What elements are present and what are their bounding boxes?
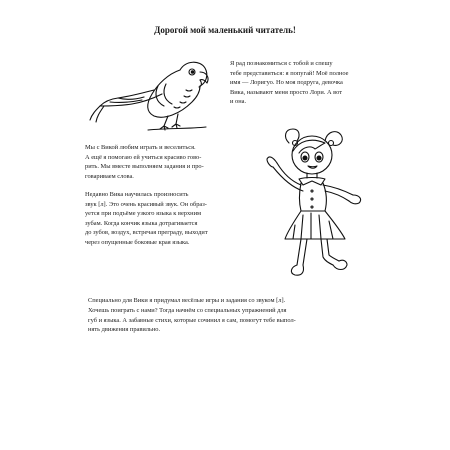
sound-line: Недавно Вика научилась произносить [85, 191, 189, 198]
special-paragraph [88, 296, 285, 306]
together-line: говариваем слова. [85, 172, 134, 180]
parrot-illustration [88, 50, 218, 134]
sound-line: уется при подъёме узкого языка к верхним [85, 210, 202, 218]
intro-line: Вика, называют меня просто Лори. А вот [230, 88, 343, 96]
invite-paragraph [88, 306, 296, 335]
invite-line: губ и языка. А забавные стихи, которые сочинил я сам, помогут тебе выпол- [88, 316, 296, 324]
intro-line: имя — Лоригуо. Но моя подруга, девочка [230, 79, 343, 87]
invite-line: Хочешь поиграть с нами? Тогда начнём со специальных упражнений для [88, 307, 287, 314]
together-line: А ещё я помогаю ей учиться красиво гово- [85, 153, 202, 161]
girl-illustration [255, 115, 365, 290]
together-line: Мы с Викой любим играть и веселиться. [85, 144, 196, 151]
together-line: рить. Мы вместе выполняем задания и про- [85, 163, 204, 171]
special-line: Специально для Вики я придумал весёлые игры и задания со звуком [л]. [88, 297, 286, 304]
page-title: Дорогой мой маленький читатель! [154, 25, 296, 35]
sound-paragraph [85, 190, 208, 248]
sound-line: через опущенные боковые края языка. [85, 238, 190, 246]
intro-line: Я рад познакомиться с тобой и спешу [230, 60, 333, 67]
together-paragraph [85, 143, 204, 181]
intro-line: и она. [230, 98, 247, 106]
intro-paragraph [230, 59, 348, 107]
invite-line: нять движения правильно. [88, 326, 161, 334]
sound-line: звук [л]. Это очень красивый звук. Он образ- [85, 200, 207, 208]
intro-line: тебе представиться: я попугай! Моё полное [230, 69, 349, 77]
sound-line: зубам. Когда кончик языка дотрагивается [85, 219, 198, 227]
sound-line: до зубов, воздух, встречая преграду, выходит [85, 229, 208, 237]
